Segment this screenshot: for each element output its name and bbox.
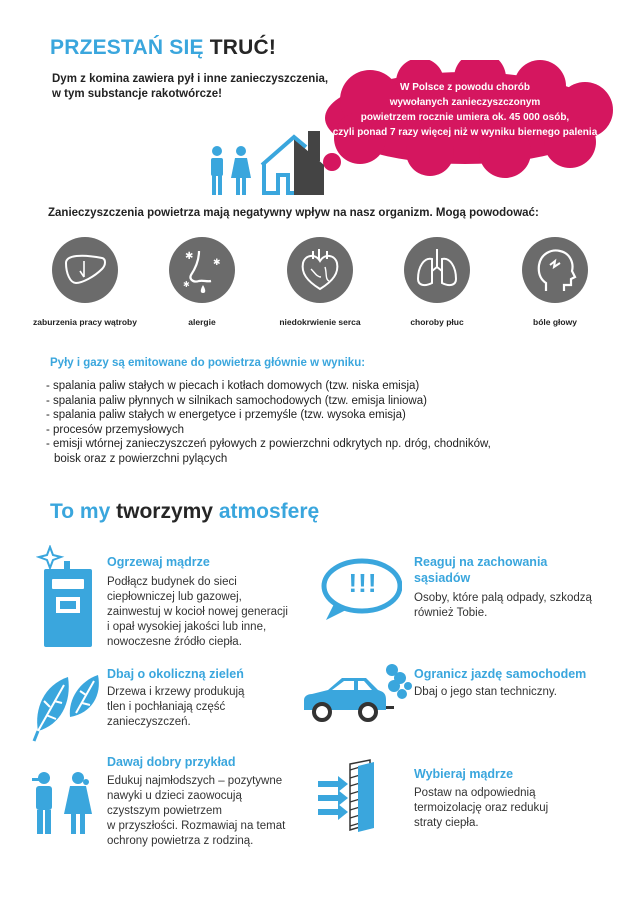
list-item: - spalania paliw stałych w piecach i kotłach domowych (tzw. niska emisja) xyxy=(46,380,420,392)
insulation-icon xyxy=(314,758,394,832)
tip-neighbours-text: Osoby, które palą odpady, szkodzą również Tobie. xyxy=(414,592,592,619)
nose-allergy-icon xyxy=(169,237,235,303)
children-icon xyxy=(30,770,96,836)
tip-insulation-text: Postaw na odpowiednią termoizolację oraz redukuj straty ciepła. xyxy=(414,787,549,829)
heart-icon xyxy=(287,237,353,303)
head-pain-icon xyxy=(522,237,588,303)
tip-car-text: Dbaj o jego stan techniczny. xyxy=(414,686,557,698)
list-item: - spalania paliw płynnych w silnikach samochodowych (tzw. emisja liniowa) xyxy=(46,394,427,407)
leaves-icon xyxy=(30,663,102,743)
list-item: - procesów przemysłowych xyxy=(46,423,185,436)
tip-example-text: Edukuj najmłodszych – pozytywne nawyki u dzieci zaowocują czystszym powietrzem w przyszłości. Rozmawiaj na temat ochrony powietrza z rodziną. xyxy=(107,775,286,847)
effect-headache: bóle głowy xyxy=(490,237,620,327)
statistic-cloud: W Polsce z powodu chorób wywołanych zanieczyszczonym powietrzem rocznie umiera ok. 45 000 osób, czyli ponad 7 razy więcej niż w wyniku biernego palenia xyxy=(300,60,620,185)
effect-heart: niedokrwienie serca xyxy=(255,237,385,327)
list-item: boisk oraz z powierzchni pylących xyxy=(54,452,228,465)
effect-allergy: ✱ ✱ ✱ alergie xyxy=(137,237,267,327)
sources-list xyxy=(46,379,606,466)
family-icon xyxy=(205,145,255,197)
atmosphere-heading: To my tworzymy atmosferę xyxy=(50,500,320,523)
tip-heating-text: Podłącz budynek do sieci ciepłowniczej lub gazowej, zainwestuj w kocioł nowej generacji i opał wysokiej jakości lub inne, nowoczesne źródło ciepła. xyxy=(107,576,288,648)
house-chimney-icon xyxy=(258,125,330,197)
tip-greenery-text: Drzewa i krzewy produkują tlen i pochłaniają część zanieczyszczeń. xyxy=(107,686,245,728)
tip-insulation-title: Wybieraj mądrze xyxy=(414,767,514,781)
speech-bubble-icon: !!! xyxy=(318,558,402,624)
effects-intro: Zanieczyszczenia powietrza mają negatywny wpływ na nasz organizm. Mogą powodować: xyxy=(48,207,539,219)
tip-greenery-title: Dbaj o okoliczną zieleń xyxy=(107,667,244,681)
list-item: - spalania paliw stałych w energetyce i przemyśle (tzw. wysoka emisja) xyxy=(46,409,406,421)
lungs-icon xyxy=(404,237,470,303)
sources-heading: Pyły i gazy są emitowane do powietrza głównie w wyniku: xyxy=(50,357,366,369)
effect-lungs: choroby płuc xyxy=(372,237,502,327)
svg-text:✱: ✱ xyxy=(185,251,194,262)
page-title: PRZESTAŃ SIĘ TRUĆ! xyxy=(50,36,277,59)
liver-icon xyxy=(52,237,118,303)
car-smoke-icon xyxy=(300,660,412,728)
effect-liver: zaburzenia pracy wątroby xyxy=(20,237,150,327)
svg-text:✱: ✱ xyxy=(183,280,190,289)
boiler-icon xyxy=(36,545,98,650)
intro-text: Dym z komina zawiera pył i inne zanieczyszczenia, w tym substancje rakotwórcze! xyxy=(52,73,329,100)
tip-neighbours-title: Reaguj na zachowania sąsiadów xyxy=(414,555,548,585)
tip-heating-title: Ogrzewaj mądrze xyxy=(107,555,210,569)
list-item: - emisji wtórnej zanieczyszczeń pyłowych z powierzchni odkrytych np. dróg, chodników, xyxy=(46,438,491,450)
tip-example-title: Dawaj dobry przykład xyxy=(107,755,236,769)
svg-text:✱: ✱ xyxy=(213,258,221,268)
tip-car-title: Ogranicz jazdę samochodem xyxy=(414,667,587,681)
